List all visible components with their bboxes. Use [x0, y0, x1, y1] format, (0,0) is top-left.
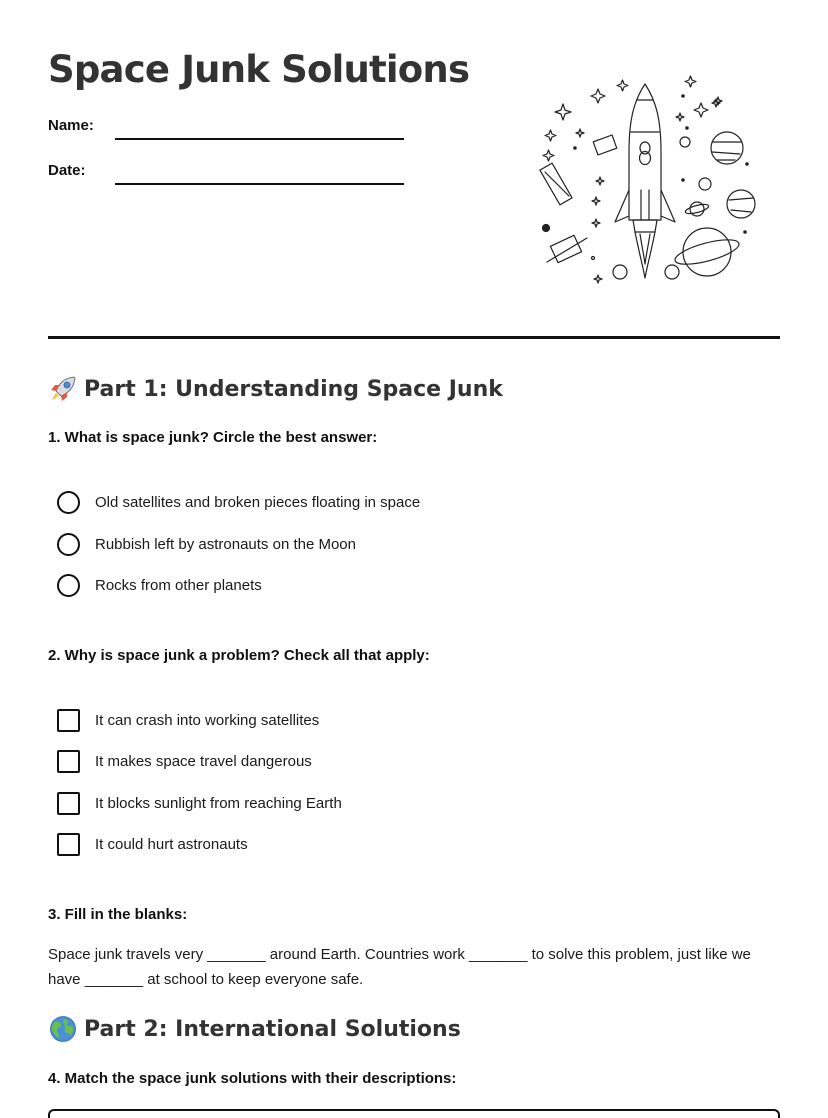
- planet-icon: [727, 190, 755, 218]
- page-title: Space Junk Solutions: [48, 48, 470, 91]
- q2-option-4[interactable]: [57, 833, 248, 856]
- q1-option-2[interactable]: [57, 533, 356, 556]
- section-divider: [48, 336, 780, 339]
- date-line[interactable]: [115, 183, 404, 185]
- satellite-icon: [593, 135, 617, 155]
- satellite-icon: [547, 235, 587, 262]
- checkbox[interactable]: [57, 792, 80, 815]
- checkbox[interactable]: [57, 833, 80, 856]
- name-line[interactable]: [115, 138, 404, 140]
- date-label: Date:: [48, 162, 86, 179]
- planet-icon: [711, 132, 743, 164]
- name-field[interactable]: [48, 117, 404, 134]
- q1-option-1[interactable]: [57, 491, 420, 514]
- checkbox[interactable]: [57, 750, 80, 773]
- date-field[interactable]: [48, 162, 404, 179]
- part1-heading-text: Part 1: Understanding Space Junk: [84, 376, 503, 402]
- q2-option-1[interactable]: [57, 709, 319, 732]
- radio-circle[interactable]: [57, 491, 80, 514]
- question-2: 2. Why is space junk a problem? Check all that apply:: [48, 647, 430, 664]
- q1-option-3-label: Rocks from other planets: [95, 577, 262, 594]
- q2-option-3-label: It blocks sunlight from reaching Earth: [95, 795, 342, 812]
- part2-heading: [48, 1014, 461, 1044]
- q2-option-1-label: It can crash into working satellites: [95, 712, 320, 729]
- part2-heading-text: Part 2: International Solutions: [84, 1016, 461, 1042]
- q2-option-2-label: It makes space travel dangerous: [95, 753, 312, 770]
- name-label: Name:: [48, 117, 94, 134]
- q2-option-4-label: It could hurt astronauts: [95, 836, 248, 853]
- question-1: 1. What is space junk? Circle the best answer:: [48, 429, 378, 446]
- question-3: 3. Fill in the blanks:: [48, 906, 188, 923]
- matching-table: [48, 1109, 780, 1118]
- radio-circle[interactable]: [57, 533, 80, 556]
- q1-option-2-label: Rubbish left by astronauts on the Moon: [95, 536, 356, 553]
- part1-heading: [48, 374, 503, 404]
- question-4: 4. Match the space junk solutions with their descriptions:: [48, 1070, 457, 1087]
- fill-in-blanks-text: [48, 942, 768, 992]
- q2-option-2[interactable]: [57, 750, 312, 773]
- rocket-icon: [48, 374, 78, 404]
- q1-option-3[interactable]: [57, 574, 262, 597]
- radio-circle[interactable]: [57, 574, 80, 597]
- globe-icon: [48, 1014, 78, 1044]
- q1-option-1-label: Old satellites and broken pieces floating in space: [95, 494, 421, 511]
- ringed-planet-icon: [683, 228, 731, 276]
- fill-text-line-1: Space junk travels very _______ around Earth. Countries work _______ to solve this problem, just like we: [48, 946, 751, 963]
- satellite-icon: [540, 163, 572, 205]
- q2-option-3[interactable]: [57, 792, 342, 815]
- checkbox[interactable]: [57, 709, 80, 732]
- rocket-illustration: [535, 72, 765, 290]
- fill-text-line-2: have _______ at school to keep everyone safe.: [48, 971, 364, 988]
